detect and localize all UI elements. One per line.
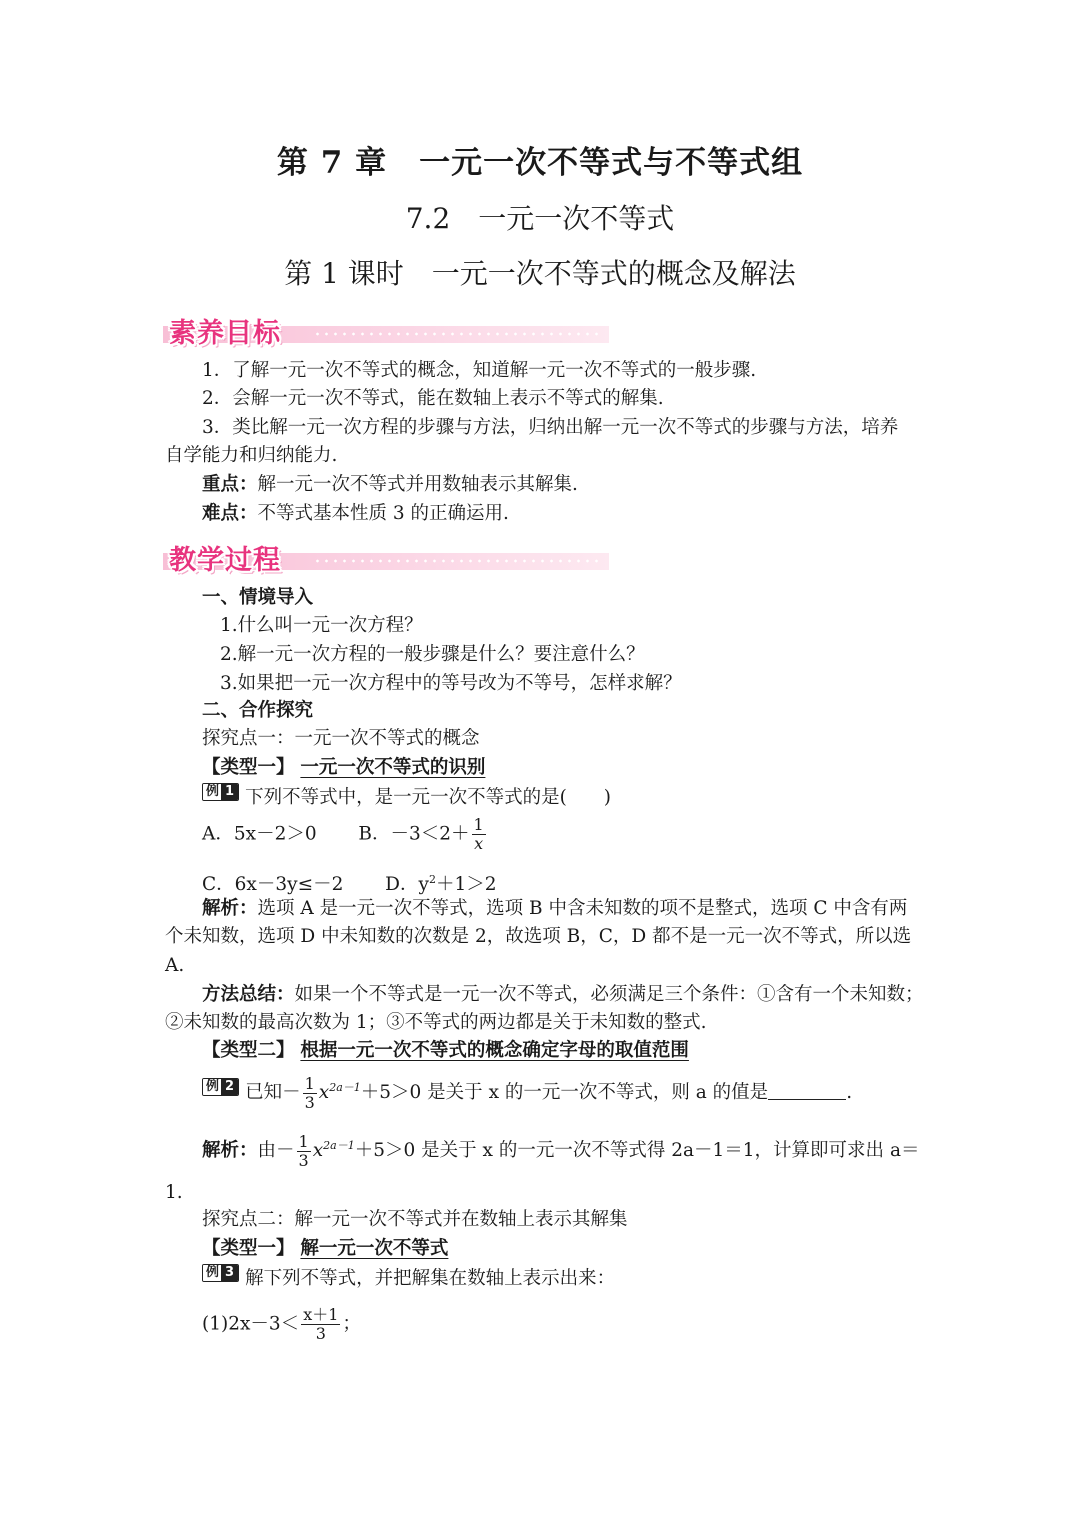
example-1-badge: 例 1 — [202, 783, 239, 801]
goal-item-3: 3．类比解一元一次方程的步骤与方法，归纳出解一元一次不等式的步骤与方法，培养 — [202, 417, 899, 438]
type-1-tag: 【类型一】 — [202, 757, 295, 778]
key-point — [202, 471, 578, 499]
option-d: D．$y^2+1>2$ — [385, 873, 497, 896]
example-2-analysis: 解析：由－ $\frac{1}{3}$ $x^{2a-1}+5>0$ 是关于 x 的一元一次不等式得 2a－1＝1，计算即可求出 a＝ — [202, 1131, 920, 1170]
type-2-title: 根据一元一次不等式的概念确定字母的取值范围 — [300, 1040, 689, 1061]
example-1-analysis-line-2: 个未知数，选项 D 中未知数的次数是 2，故选项 B，C，D 都不是一元一次不等式，所以选 — [165, 926, 912, 947]
goals-banner — [163, 311, 609, 349]
type-1-heading — [202, 754, 485, 782]
example-1-analysis-line-1: 解析：选项 A 是一元一次不等式，选项 B 中含未知数的项不是整式，选项 C 中含有两 — [202, 898, 908, 919]
goal-item-1: 1．了解一元一次不等式的概念，知道解一元一次不等式的一般步骤. — [202, 360, 757, 381]
question-2: 2.解一元一次方程的一般步骤是什么？要注意什么？ — [220, 644, 645, 665]
option-a: A．5x－2＞0 — [202, 823, 317, 845]
section-1-heading: 一、情境导入 — [202, 587, 314, 608]
analysis-label: 解析： — [202, 898, 258, 919]
key-text: 解一元一次不等式并用数轴表示其解集. — [257, 474, 578, 495]
type-3-tag: 【类型一】 — [202, 1238, 295, 1259]
option-b-fraction: $\frac{1}{x}$ — [473, 815, 484, 853]
example-3-badge: 例 3 — [202, 1264, 239, 1282]
explore-point-2: 探究点二：解一元一次不等式并在数轴上表示其解集 — [202, 1209, 628, 1230]
example-1 — [202, 783, 611, 812]
example-2-badge: 例 2 — [202, 1078, 239, 1096]
goal-item-3-cont: 自学能力和归纳能力. — [165, 445, 338, 466]
type-2-tag: 【类型二】 — [202, 1040, 295, 1061]
process-banner-label: 教学过程 — [169, 545, 281, 576]
type-1-title: 一元一次不等式的识别 — [300, 757, 486, 778]
example-3 — [202, 1264, 615, 1293]
goal-item-2: 2．会解一元一次不等式，能在数轴上表示不等式的解集. — [202, 388, 664, 409]
type-3-heading — [202, 1235, 448, 1263]
example-2-analysis-end: 1. — [165, 1182, 183, 1203]
difficult-label: 难点： — [202, 503, 258, 524]
explore-point-1: 探究点一：一元一次不等式的概念 — [202, 728, 480, 749]
option-c: C．6x－3y≤－2 — [202, 874, 344, 896]
type-2-heading — [202, 1037, 689, 1065]
example-2: 例 2 已知－ $\frac{1}{3}$ $x^{2a-1}+5>0$ 是关于 x 的一元一次不等式，则 a 的值是 . — [202, 1074, 852, 1112]
chapter-title: 第 7 章 一元一次不等式与不等式组 — [276, 145, 804, 181]
example-2-fraction: $\frac{1}{3}$ — [304, 1073, 315, 1112]
goals-banner-label: 素养目标 — [169, 318, 281, 349]
section-title: 7.2 一元一次不等式 — [405, 202, 675, 235]
difficult-point — [202, 500, 509, 528]
example-1-options-ab — [202, 816, 488, 853]
option-b: B．－3＜2＋ — [358, 823, 470, 845]
section-2-heading: 二、合作探究 — [202, 700, 314, 721]
process-banner — [163, 538, 609, 576]
question-3: 3.如果把一元一次方程中的等号改为不等号，怎样求解？ — [220, 673, 682, 694]
method-summary-line-2: ②未知数的最高次数为 1；③不等式的两边都是关于未知数的整式. — [165, 1012, 707, 1033]
example-3-question: 解下列不等式，并把解集在数轴上表示出来： — [245, 1268, 616, 1289]
method-label: 方法总结： — [202, 984, 295, 1005]
example-3-fraction: $\frac{x+1}{3}$ — [303, 1305, 339, 1343]
example-1-analysis-line-3: A. — [165, 955, 185, 976]
method-summary-line-1: 方法总结：如果一个不等式是一元一次不等式，必须满足三个条件：①含有一个未知数； — [202, 984, 924, 1005]
type-3-title: 解一元一次不等式 — [300, 1238, 449, 1259]
question-1: 1.什么叫一元一次方程？ — [220, 615, 423, 636]
example-1-question: 下列不等式中，是一元一次不等式的是( ) — [245, 787, 611, 808]
lesson-title: 第 1 课时 一元一次不等式的概念及解法 — [284, 257, 796, 290]
answer-blank — [768, 1081, 846, 1100]
difficult-text: 不等式基本性质 3 的正确运用. — [257, 503, 509, 524]
example-3-part-1: (1)2x－3＜ $\frac{x+1}{3}$ ； — [202, 1305, 361, 1343]
key-label: 重点： — [202, 474, 258, 495]
